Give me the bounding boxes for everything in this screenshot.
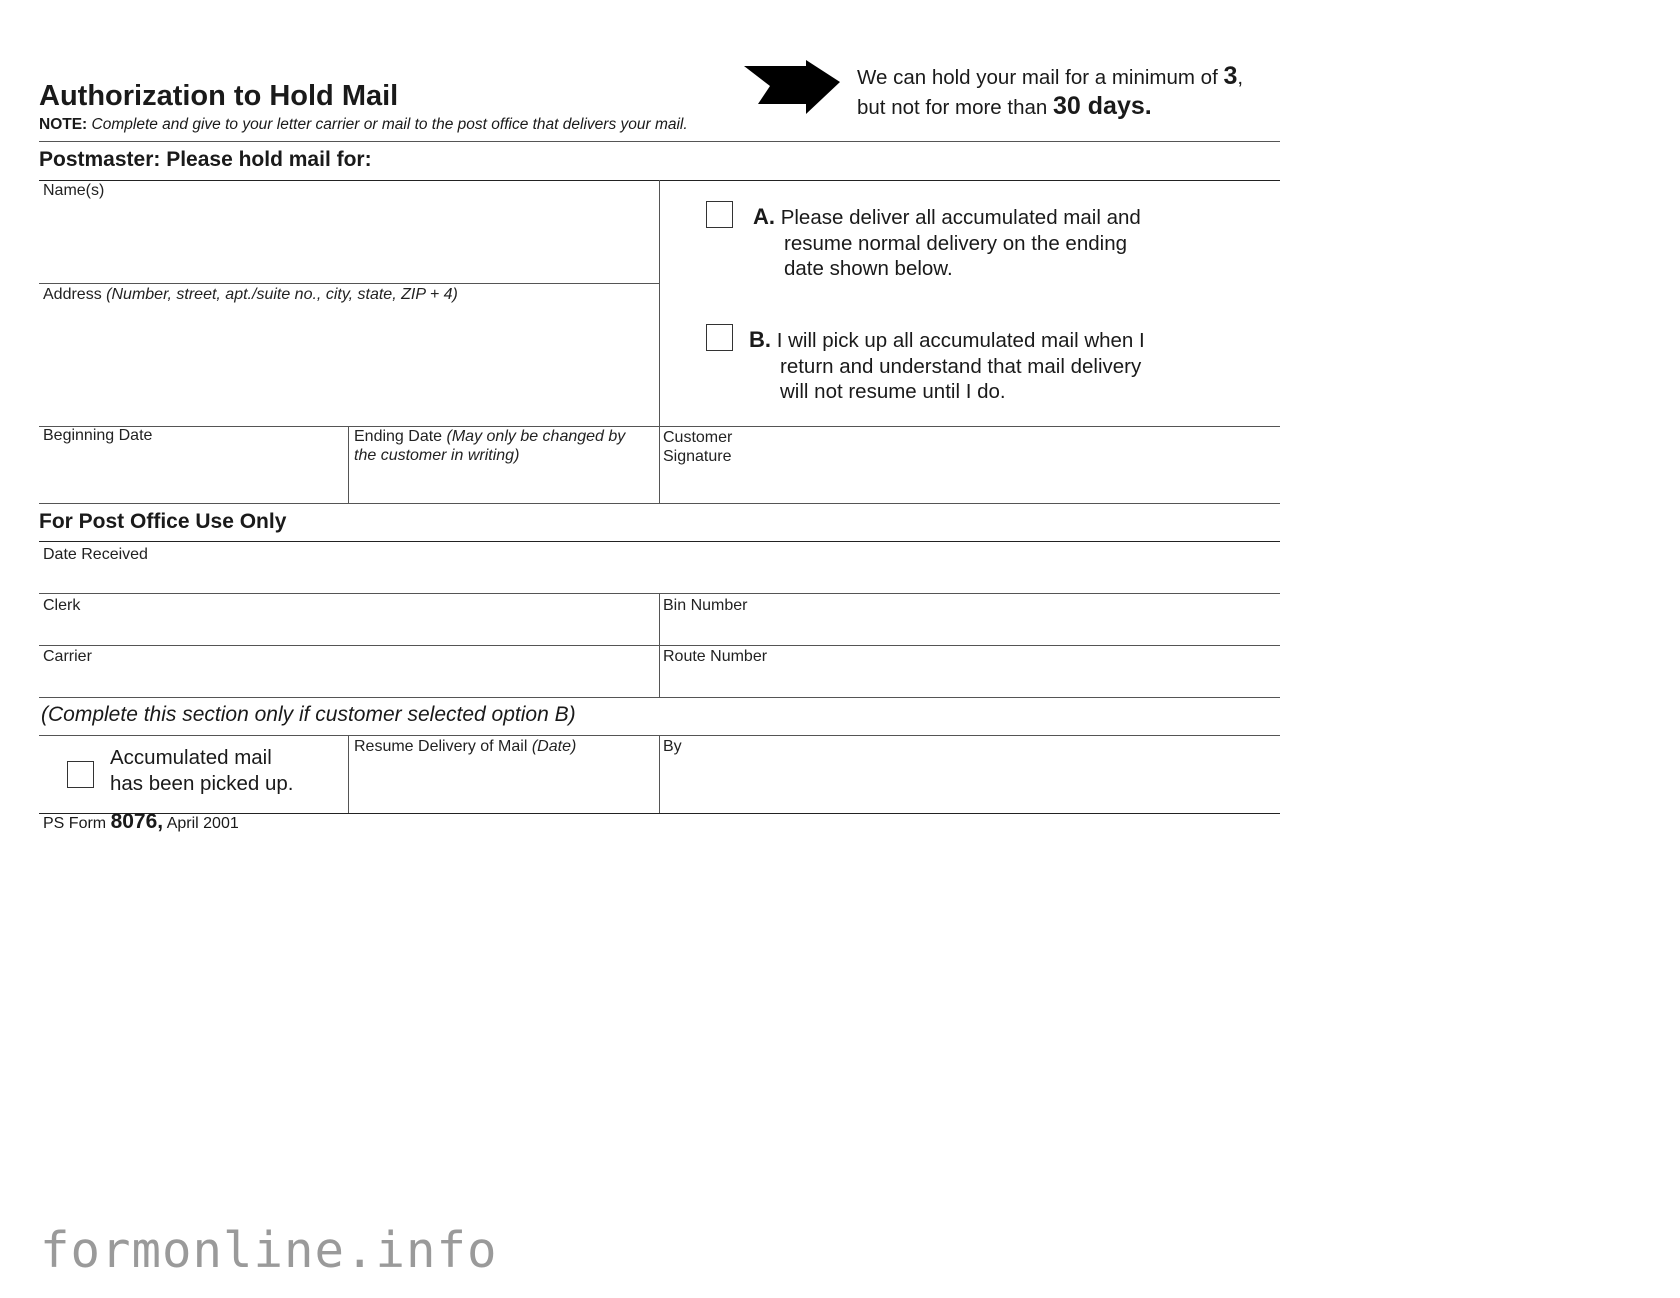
postmaster-heading: Postmaster: Please hold mail for: — [39, 148, 372, 171]
form-number: 8076, — [110, 810, 164, 833]
picked-up-label — [110, 745, 294, 796]
hold-duration-note — [857, 62, 1243, 122]
ending-date-label-text: Ending Date — [354, 428, 443, 445]
option-b — [749, 327, 1219, 405]
beginning-date-field[interactable] — [39, 447, 348, 501]
names-field[interactable] — [39, 196, 659, 282]
form-footer — [43, 810, 239, 834]
ending-date-field[interactable] — [349, 466, 659, 502]
post-office-heading: For Post Office Use Only — [39, 510, 287, 533]
signature-label-2: Signature — [663, 448, 732, 465]
option-a-line-2: resume normal delivery on the ending — [784, 231, 1127, 255]
option-a-line-3: date shown below. — [784, 257, 953, 280]
hold-line-2: but not for more than — [857, 96, 1048, 119]
by-label: By — [663, 738, 682, 755]
form-date: April 2001 — [166, 815, 239, 832]
form-title: Authorization to Hold Mail — [39, 80, 399, 112]
option-b-line-3: will not resume until I do. — [780, 380, 1006, 403]
watermark: formonline.info — [40, 1222, 498, 1279]
arrow-icon — [744, 60, 840, 118]
signature-label-1: Customer — [663, 429, 733, 446]
address-field[interactable] — [39, 306, 659, 424]
carrier-rule — [39, 697, 1280, 698]
picked-up-checkbox[interactable] — [67, 761, 94, 788]
date-received-label: Date Received — [43, 546, 148, 563]
ending-date-hint-1: (May only be changed by — [446, 428, 626, 445]
resume-delivery-field[interactable] — [349, 758, 659, 810]
option-b-checkbox[interactable] — [706, 324, 733, 351]
bin-number-field[interactable] — [660, 617, 1280, 643]
clerk-label: Clerk — [43, 597, 81, 614]
option-a-checkbox[interactable] — [706, 201, 733, 228]
hold-line-1: We can hold your mail for a minimum of — [857, 66, 1218, 89]
option-a-line-1: Please deliver all accumulated mail and — [780, 206, 1141, 229]
post-office-top-rule — [39, 541, 1280, 542]
dates-top-rule — [39, 426, 1280, 427]
note-label: NOTE: — [39, 116, 88, 133]
ending-date-label — [354, 427, 625, 465]
customer-signature-field[interactable] — [740, 430, 1280, 502]
header-divider — [39, 141, 1280, 142]
ending-date-hint-2: the customer in writing) — [354, 447, 520, 464]
date-received-field[interactable] — [39, 566, 1280, 592]
hold-minimum: 3 — [1223, 62, 1238, 90]
signature-label — [663, 428, 732, 466]
postmaster-column-divider — [659, 180, 660, 504]
option-b-line-1: I will pick up all accumulated mail when I — [776, 329, 1145, 352]
picked-up-line-1: Accumulated mail — [110, 746, 272, 769]
option-a-letter: A. — [753, 204, 775, 229]
route-number-label: Route Number — [663, 648, 768, 665]
carrier-label: Carrier — [43, 648, 92, 665]
names-address-divider — [39, 283, 659, 284]
option-b-section-note: (Complete this section only if customer selected option B) — [41, 703, 576, 726]
clerk-field[interactable] — [39, 617, 659, 643]
by-field[interactable] — [660, 758, 1280, 810]
resume-delivery-text: Resume Delivery of Mail — [354, 738, 528, 755]
option-b-line-2: return and understand that mail delivery — [780, 354, 1142, 378]
form-note — [39, 116, 688, 134]
hold-comma: , — [1237, 66, 1244, 89]
carrier-field[interactable] — [39, 668, 659, 694]
address-label-text: Address — [43, 286, 102, 303]
resume-delivery-label — [354, 738, 576, 756]
dates-bottom-rule — [39, 503, 1280, 504]
hold-maximum: 30 days. — [1053, 92, 1152, 120]
post-office-column-divider — [659, 593, 660, 697]
note-text: Complete and give to your letter carrier or mail to the post office that delivers your mail. — [91, 116, 688, 133]
route-number-field[interactable] — [660, 668, 1280, 694]
option-a — [753, 204, 1213, 282]
option-b-letter: B. — [749, 327, 771, 352]
picked-up-line-2: has been picked up. — [110, 771, 294, 795]
bin-number-label: Bin Number — [663, 597, 748, 614]
address-hint: (Number, street, apt./suite no., city, state, ZIP + 4) — [106, 286, 458, 303]
form-prefix: PS Form — [43, 815, 107, 832]
address-label — [43, 286, 458, 304]
beginning-date-label: Beginning Date — [43, 427, 153, 444]
resume-delivery-hint: (Date) — [531, 738, 577, 755]
names-label: Name(s) — [43, 182, 105, 199]
